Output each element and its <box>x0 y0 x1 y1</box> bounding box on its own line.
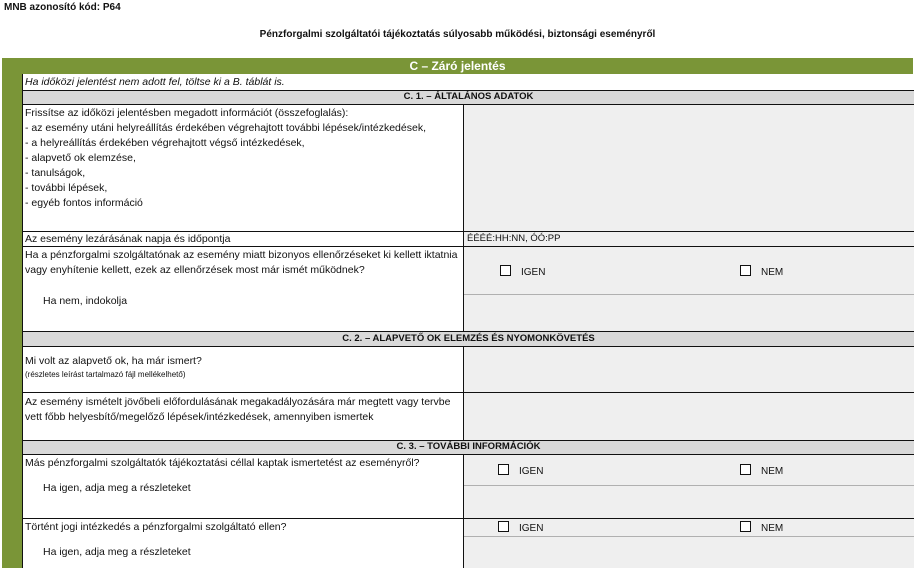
section-title-c1: C. 1. – ÁLTALÁNOS ADATOK <box>403 91 534 102</box>
controls-yes-option[interactable] <box>500 265 545 278</box>
controls-question: Ha a pénzforgalmi szolgáltatónak az esemény miatt bizonyos ellenőrzéseket ki kellett iktatnia vagy enyhítenie kellett, ezek az ellenőrzések most már ismét működnek? <box>25 249 458 276</box>
other-psp-if-yes: Ha igen, adja meg a részleteket <box>43 482 191 494</box>
controls-no-option[interactable] <box>740 265 783 278</box>
intro-text: Ha időközi jelentést nem adott fel, töltse ki a B. táblát is. <box>25 76 285 88</box>
closure-date-row <box>23 232 914 247</box>
prevention-field[interactable] <box>464 393 914 440</box>
root-cause-label <box>23 347 464 392</box>
update-info-field[interactable] <box>464 105 914 231</box>
other-psp-label <box>23 455 464 518</box>
checkbox-icon[interactable] <box>740 265 751 276</box>
checkbox-icon[interactable] <box>740 464 751 475</box>
yes-label: IGEN <box>521 267 546 278</box>
legal-yes-option[interactable] <box>498 521 543 534</box>
legal-action-label <box>23 519 464 568</box>
update-line: - tanulságok, <box>25 167 86 179</box>
section-header-c2 <box>23 332 914 347</box>
legal-details-field[interactable] <box>464 536 914 568</box>
no-label: NEM <box>761 523 784 534</box>
update-line: - a helyreállítás érdekében végrehajtott végső intézkedések, <box>25 137 305 149</box>
other-psp-yes-option[interactable] <box>498 464 543 477</box>
legal-action-if-yes: Ha igen, adja meg a részleteket <box>43 546 191 558</box>
update-line: Frissítse az időközi jelentésben megadott információt (összefoglalás): <box>25 107 349 119</box>
checkbox-icon[interactable] <box>498 464 509 475</box>
intro-row <box>23 74 914 91</box>
checkbox-icon[interactable] <box>740 521 751 532</box>
update-line: - alapvető ok elemzése, <box>25 152 136 164</box>
root-cause-note: (részletes leírást tartalmazó fájl mellékelhető) <box>25 370 186 379</box>
date-format-hint: ÉÉÉÉ:HH:NN, ÓÓ:PP <box>467 233 561 244</box>
section-title-c3: C. 3. – TOVÁBBI INFORMÁCIÓK <box>396 441 541 452</box>
root-cause-row <box>23 347 914 393</box>
other-psp-question: Más pénzforgalmi szolgáltatók tájékoztatási céllal kaptak ismertetést az eseményről? <box>25 457 420 469</box>
closing-report-form <box>22 74 914 568</box>
controls-answer-area <box>464 247 914 331</box>
closure-date-label: Az esemény lezárásának napja és időpontja <box>23 232 464 246</box>
root-cause-question: Mi volt az alapvető ok, ha már ismert? <box>25 355 202 367</box>
section-header-c3 <box>23 441 914 455</box>
section-header-c1 <box>23 91 914 105</box>
no-label: NEM <box>761 267 784 278</box>
other-psp-details-field[interactable] <box>464 485 914 518</box>
other-psp-answer-area <box>464 455 914 518</box>
root-cause-field[interactable] <box>464 347 914 392</box>
update-line: - az esemény utáni helyreállítás érdekében végrehajtott további lépések/intézkedések, <box>25 122 426 134</box>
update-info-row <box>23 105 914 232</box>
prevention-label: Az esemény ismételt jövőbeli előfordulásának megakadályozására már megtett vagy tervbe vett főbb helyesbítő/megelőző lépések/intézkedések, amennyiben ismertek <box>23 393 464 440</box>
yes-label: IGEN <box>519 523 544 534</box>
yes-label: IGEN <box>519 466 544 477</box>
checkbox-icon[interactable] <box>500 265 511 276</box>
closure-date-field[interactable] <box>464 232 914 246</box>
section-title-c2: C. 2. – ALAPVETŐ OK ELEMZÉS ÉS NYOMONKÖVETÉS <box>342 333 595 344</box>
prevention-row <box>23 393 914 441</box>
legal-action-answer-area <box>464 519 914 568</box>
section-band-title: C – Záró jelentés <box>2 58 913 74</box>
update-line: - további lépések, <box>25 182 108 194</box>
other-psp-checkbox-area <box>464 455 914 486</box>
other-psp-row <box>23 455 914 519</box>
no-label: NEM <box>761 466 784 477</box>
legal-checkbox-area <box>464 519 914 537</box>
checkbox-icon[interactable] <box>498 521 509 532</box>
update-info-label <box>23 105 464 231</box>
form-code: MNB azonosító kód: P64 <box>4 2 121 13</box>
legal-no-option[interactable] <box>740 521 783 534</box>
legal-action-question: Történt jogi intézkedés a pénzforgalmi szolgáltató ellen? <box>25 521 287 533</box>
update-line: - egyéb fontos információ <box>25 197 143 209</box>
controls-restored-label <box>23 247 464 331</box>
controls-restored-row <box>23 247 914 332</box>
controls-reason-field[interactable] <box>464 294 914 331</box>
document-title: Pénzforgalmi szolgáltatói tájékoztatás súlyosabb működési, biztonsági eseményről <box>259 29 656 40</box>
controls-checkbox-area <box>464 247 914 295</box>
other-psp-no-option[interactable] <box>740 464 783 477</box>
controls-if-no: Ha nem, indokolja <box>43 295 128 307</box>
legal-action-row <box>23 519 914 568</box>
